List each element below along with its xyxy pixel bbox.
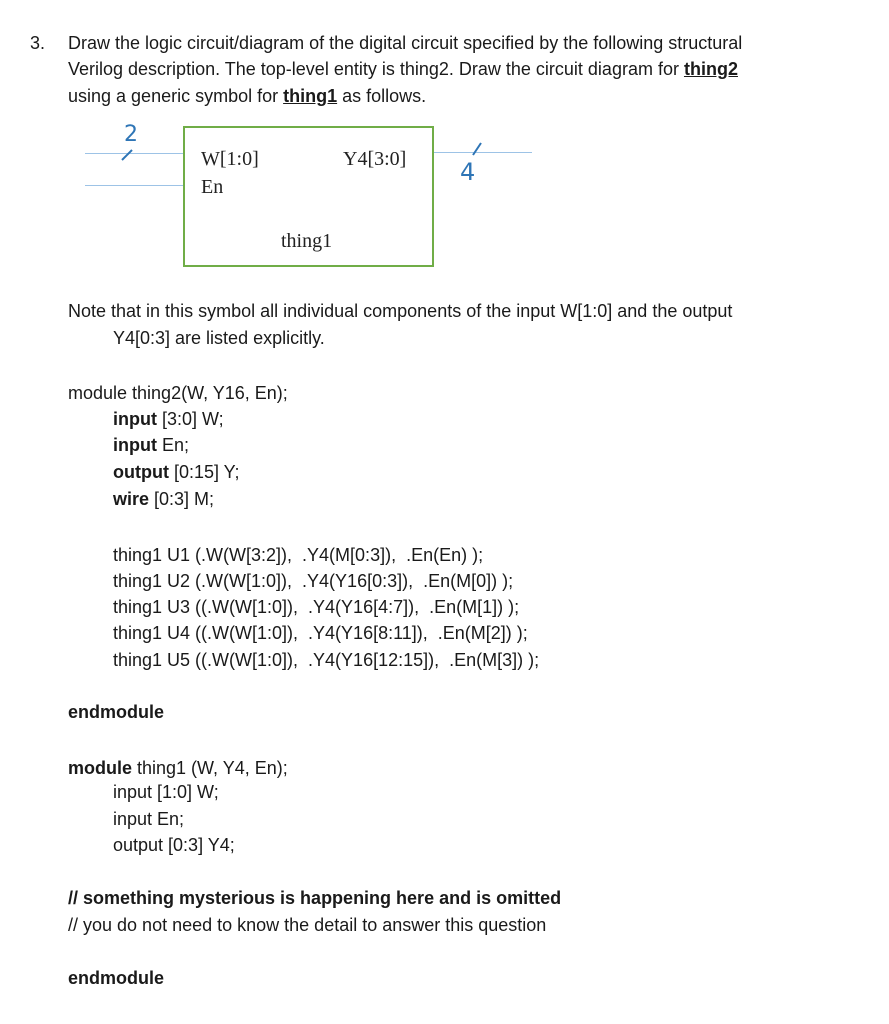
instance-u5: thing1 U5 ((.W(W[1:0]), .Y4(Y16[12:15]), .En(M[3]) );: [113, 650, 540, 670]
comment-text: you do not need to know the detail to answer this question: [83, 915, 547, 935]
thing1-endmodule: [68, 967, 164, 989]
decl-rest: [3:0] W;: [156, 409, 224, 429]
instance-u4: thing1 U4 ((.W(W[1:0]), .Y4(Y16[8:11]), .En(M[2]) );: [113, 623, 528, 643]
thing2-decl: [113, 408, 224, 430]
decl-keyword: output: [113, 462, 169, 482]
thing2-endmodule: [68, 701, 164, 723]
symbol-input-w: W[1:0]: [201, 148, 259, 170]
module-signature: thing1 (W, Y4, En);: [132, 758, 288, 778]
comment-line-1: [68, 887, 561, 909]
thing2-decl: [113, 434, 189, 456]
endmodule-keyword: endmodule: [68, 968, 165, 988]
symbol-output-y: Y4[3:0]: [343, 148, 407, 170]
note-line-1: Note that in this symbol all individual components of the input W[1:0] and the output: [68, 301, 733, 321]
thing1-decl: input En;: [113, 809, 185, 829]
note-line-2: Y4[0:3] are listed explicitly.: [113, 328, 325, 348]
thing1-module-header: [68, 757, 288, 779]
thing1-decl: input [1:0] W;: [113, 782, 219, 802]
decl-rest: En;: [156, 435, 190, 455]
comment-prefix: //: [68, 915, 84, 935]
question-line-3-end: as follows.: [337, 86, 427, 106]
thing1-reference: thing1: [283, 86, 338, 106]
thing2-module-header: module thing2(W, Y16, En);: [68, 383, 288, 403]
thing2-reference: thing2: [683, 59, 738, 79]
decl-keyword: input: [113, 435, 157, 455]
question-line-2: [68, 58, 738, 80]
input-bus-slash-icon: [118, 148, 138, 162]
output-width-annotation: 4: [460, 158, 476, 186]
endmodule-keyword: endmodule: [68, 702, 165, 722]
decl-rest: [0:3] M;: [149, 489, 215, 509]
thing2-decl: [113, 461, 240, 483]
input-wire-en: [85, 185, 183, 186]
decl-keyword: wire: [113, 489, 150, 509]
question-number: 3.: [30, 33, 46, 53]
thing1-box: [183, 126, 434, 267]
input-width-annotation: 2: [124, 122, 138, 147]
thing1-decl: output [0:3] Y4;: [113, 835, 235, 855]
question-line-3-text: using a generic symbol for: [68, 86, 284, 106]
comment-text-bold: // something mysterious is happening here and is omitted: [68, 888, 562, 908]
thing2-decl: [113, 488, 214, 510]
instance-u2: thing1 U2 (.W(W[1:0]), .Y4(Y16[0:3]), .En(M[0]) );: [113, 571, 514, 591]
symbol-input-en: En: [201, 176, 224, 198]
question-line-2-text: Verilog description. The top-level entity is thing2. Draw the circuit diagram for: [68, 59, 684, 79]
instance-u3: thing1 U3 ((.W(W[1:0]), .Y4(Y16[4:7]), .En(M[1]) );: [113, 597, 520, 617]
decl-rest: [0:15] Y;: [168, 462, 240, 482]
question-line-1: Draw the logic circuit/diagram of the digital circuit specified by the following structural: [68, 33, 743, 53]
symbol-name: thing1: [281, 230, 333, 252]
output-bus-slash-icon: [467, 141, 487, 157]
decl-keyword: input: [113, 409, 157, 429]
comment-line-2: [68, 914, 546, 936]
instance-u1: thing1 U1 (.W(W[3:2]), .Y4(M[0:3]), .En(En) );: [113, 545, 484, 565]
question-line-3: [68, 85, 426, 107]
module-keyword: module: [68, 758, 133, 778]
